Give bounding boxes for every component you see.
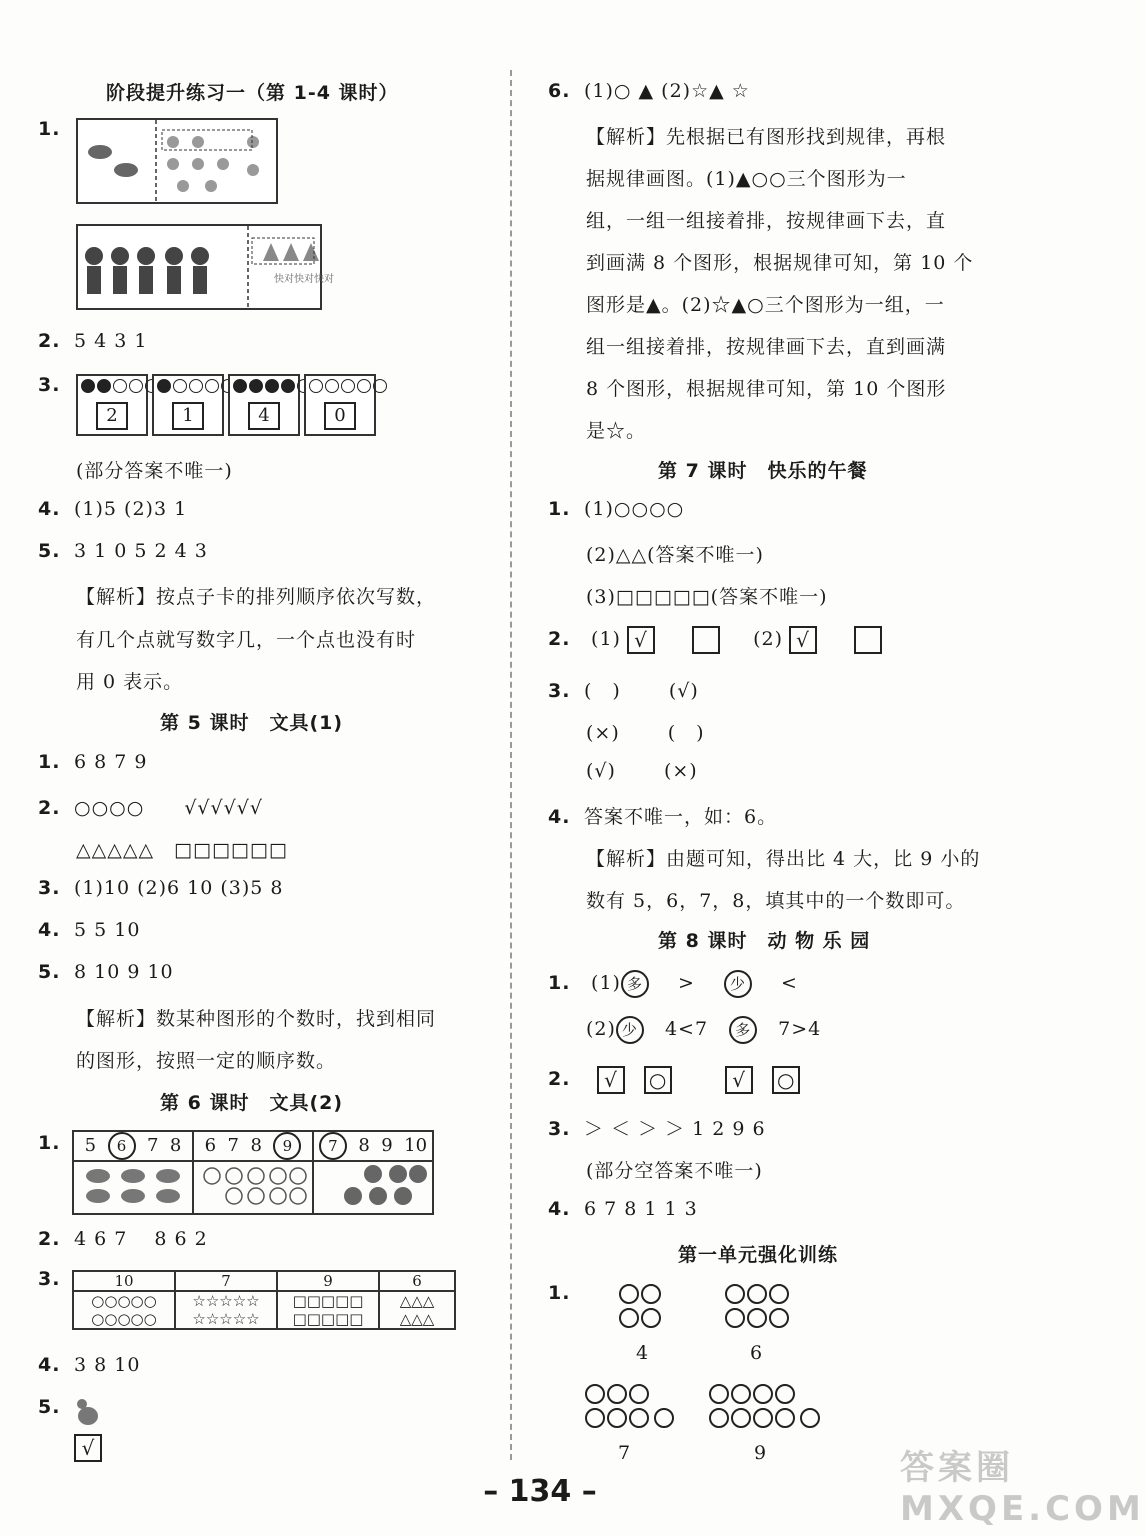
answer-text: (1)10 (2)6 10 (3)5 8 (74, 877, 284, 899)
q-number: 5. (38, 1396, 61, 1418)
analysis-line: 到画满 8 个图形，根据规律可知，第 10 个 (586, 252, 974, 274)
shapes-answer: △△△△△ □□□□□□ (76, 839, 288, 861)
group-count: 7 (618, 1442, 632, 1464)
q-number: 2. (548, 1068, 571, 1090)
dot-card: 0 (304, 374, 376, 436)
answer-text: ＞ ＜ ＞ ＞ 1 2 9 6 (584, 1118, 766, 1140)
part-label: (1) (591, 628, 621, 650)
judge-mark: (√) (668, 680, 699, 702)
q-number: 5. (38, 961, 61, 983)
q-number: 2. (38, 1228, 61, 1250)
q-number: 3. (548, 1118, 571, 1140)
bird-rabbit-illustration (78, 120, 276, 202)
compare-sign: < (781, 972, 798, 994)
q-number: 4. (38, 1354, 61, 1376)
analysis-line: 组，一组一组接着排，按规律画下去，直 (586, 210, 947, 232)
stage-title: 阶段提升练习一（第 1-4 课时） (106, 82, 399, 104)
analysis-line: 数有 5，6，7，8，填其中的一个数即可。 (586, 890, 966, 912)
q-number: 2. (38, 797, 61, 819)
analysis-line: 8 个图形，根据规律可知，第 10 个图形 (586, 378, 947, 400)
q-number: 3. (38, 877, 61, 899)
children-tree-illustration (78, 226, 320, 308)
smiley-picture (193, 1161, 313, 1214)
answer-text: (3)□□□□□(答案不唯一) (586, 586, 828, 608)
q-number: 1. (548, 498, 571, 520)
analysis-line: 【解析】数某种图形的个数时，找到相同 (76, 1008, 437, 1030)
lesson-title: 第 7 课时 快乐的午餐 (658, 460, 868, 482)
dot-card-group (76, 374, 376, 436)
lesson-title: 第 8 课时 动 物 乐 园 (658, 930, 871, 952)
q-number: 3. (548, 680, 571, 702)
group-count: 4 (636, 1342, 650, 1364)
watermark-text: 快对快对快对 (274, 274, 334, 285)
q-number: 1. (548, 1282, 571, 1304)
answer-text: 5 4 3 1 (74, 330, 148, 352)
number-row: 7 8 9 10 (313, 1131, 433, 1161)
table-header: 6 (379, 1271, 455, 1291)
analysis-line: 【解析】先根据已有图形找到规律，再根 (586, 126, 947, 148)
answer-text: 3 1 0 5 2 4 3 (74, 540, 208, 562)
q-number: 3. (38, 1268, 61, 1290)
table-header: 9 (277, 1271, 379, 1291)
note: (部分答案不唯一) (76, 460, 233, 482)
children-picture (76, 224, 334, 310)
circled-word: 少 (724, 970, 752, 998)
answer-text: 6 8 7 9 (74, 751, 148, 773)
compare-expression: 4<7 (664, 1018, 709, 1040)
answer-text: 3 8 10 (74, 1354, 141, 1376)
answer-text: (1)○○○○ (584, 498, 685, 520)
part-label: (1) (591, 972, 621, 994)
dot-card: 4 (228, 374, 300, 436)
dot-card: 2 (76, 374, 148, 436)
circle-box: ○ (772, 1066, 800, 1094)
note: (部分空答案不唯一) (586, 1160, 763, 1182)
number-row: 6 7 8 9 (193, 1131, 313, 1161)
answer-text: 4 6 7 8 6 2 (74, 1228, 208, 1250)
check-box: √ (74, 1434, 102, 1462)
answer-text: 答案不唯一，如：6。 (584, 806, 778, 828)
answer-text: 6 7 8 1 1 3 (584, 1198, 698, 1220)
circle-group (618, 1284, 664, 1332)
site-watermark: 答案圈 MXQE.COM (900, 1448, 1145, 1529)
compare-sign: > (678, 972, 695, 994)
circled-word: 多 (729, 1016, 757, 1044)
heart-picture (313, 1161, 433, 1214)
q-number: 5. (38, 540, 61, 562)
check-box: √ (725, 1066, 753, 1094)
q-number: 1. (38, 751, 61, 773)
number-row: 5 6 7 8 (73, 1131, 193, 1161)
q-number: 6. (548, 80, 571, 102)
table-header: 7 (175, 1271, 277, 1291)
count-table (72, 1270, 456, 1330)
page-number: – 134 – (483, 1474, 597, 1509)
shell-picture (73, 1161, 193, 1214)
q-number: 4. (548, 806, 571, 828)
judge-mark: (×) (663, 760, 698, 782)
number-picture-table (72, 1130, 434, 1215)
birds-picture (76, 118, 278, 204)
check-box: √ (789, 626, 817, 654)
answer-text: 8 10 9 10 (74, 961, 174, 983)
analysis-line: 是☆。 (586, 420, 647, 442)
circled-word: 多 (621, 970, 649, 998)
answer-text: (1)○ ▲ (2)☆▲ ☆ (584, 80, 750, 102)
answer-text: 5 5 10 (74, 919, 141, 941)
compare-expression: 7>4 (778, 1018, 822, 1040)
judge-mark: ( ) (667, 722, 705, 744)
analysis-line: 用 0 表示。 (76, 671, 184, 693)
table-cell: □□□□□ □□□□□ (277, 1291, 379, 1329)
analysis-line: 图形是▲。(2)☆▲○三个图形为一组，一 (586, 294, 945, 316)
q-number: 1. (38, 118, 61, 140)
circle-group (724, 1284, 794, 1332)
analysis-line: 【解析】按点子卡的排列顺序依次写数， (76, 586, 437, 608)
circle-group (584, 1384, 684, 1432)
judge-mark: ( ) (584, 680, 621, 702)
circled-word: 少 (616, 1016, 644, 1044)
empty-box (692, 626, 720, 654)
unit-title: 第一单元强化训练 (678, 1244, 839, 1266)
q-number: 2. (38, 330, 61, 352)
part-label: (2) (753, 628, 783, 650)
check-box: √ (627, 626, 655, 654)
analysis-line: 组一组接着排，按规律画下去，直到画满 (586, 336, 947, 358)
table-cell: ☆☆☆☆☆ ☆☆☆☆☆ (175, 1291, 277, 1329)
analysis-line: 据规律画图。(1)▲○○三个图形为一 (586, 168, 907, 190)
group-count: 6 (750, 1342, 764, 1364)
table-cell: △△△ △△△ (379, 1291, 455, 1329)
analysis-line: 【解析】由题可知，得出比 4 大，比 9 小的 (586, 848, 981, 870)
q-number: 4. (38, 498, 61, 520)
q-number: 2. (548, 628, 571, 650)
answer-text: (2)△△(答案不唯一) (586, 544, 764, 566)
q-number: 4. (38, 919, 61, 941)
circle-box: ○ (644, 1066, 672, 1094)
lesson-title: 第 5 课时 文具(1) (160, 712, 344, 734)
q-number: 3. (38, 374, 61, 396)
column-divider (510, 70, 512, 1460)
group-count: 9 (754, 1442, 768, 1464)
part-label: (2) (586, 1018, 616, 1040)
q-number: 4. (548, 1198, 571, 1220)
circle-group (708, 1384, 828, 1432)
answer-text: (1)5 (2)3 1 (74, 498, 188, 520)
table-cell: ○○○○○ ○○○○○ (73, 1291, 175, 1329)
judge-mark: (×) (586, 722, 620, 744)
q-number: 1. (38, 1132, 61, 1154)
empty-box (854, 626, 882, 654)
analysis-line: 的图形，按照一定的顺序数。 (76, 1050, 337, 1072)
dot-card: 1 (152, 374, 224, 436)
judge-mark: (√) (586, 760, 616, 782)
lesson-title: 第 6 课时 文具(2) (160, 1092, 344, 1114)
table-header: 10 (73, 1271, 175, 1291)
mouse-icon (74, 1396, 104, 1430)
shapes-answer: ○○○○ √√√√√√ (74, 797, 263, 819)
check-box: √ (597, 1066, 625, 1094)
analysis-line: 有几个点就写数字几，一个点也没有时 (76, 629, 417, 651)
q-number: 1. (548, 972, 571, 994)
